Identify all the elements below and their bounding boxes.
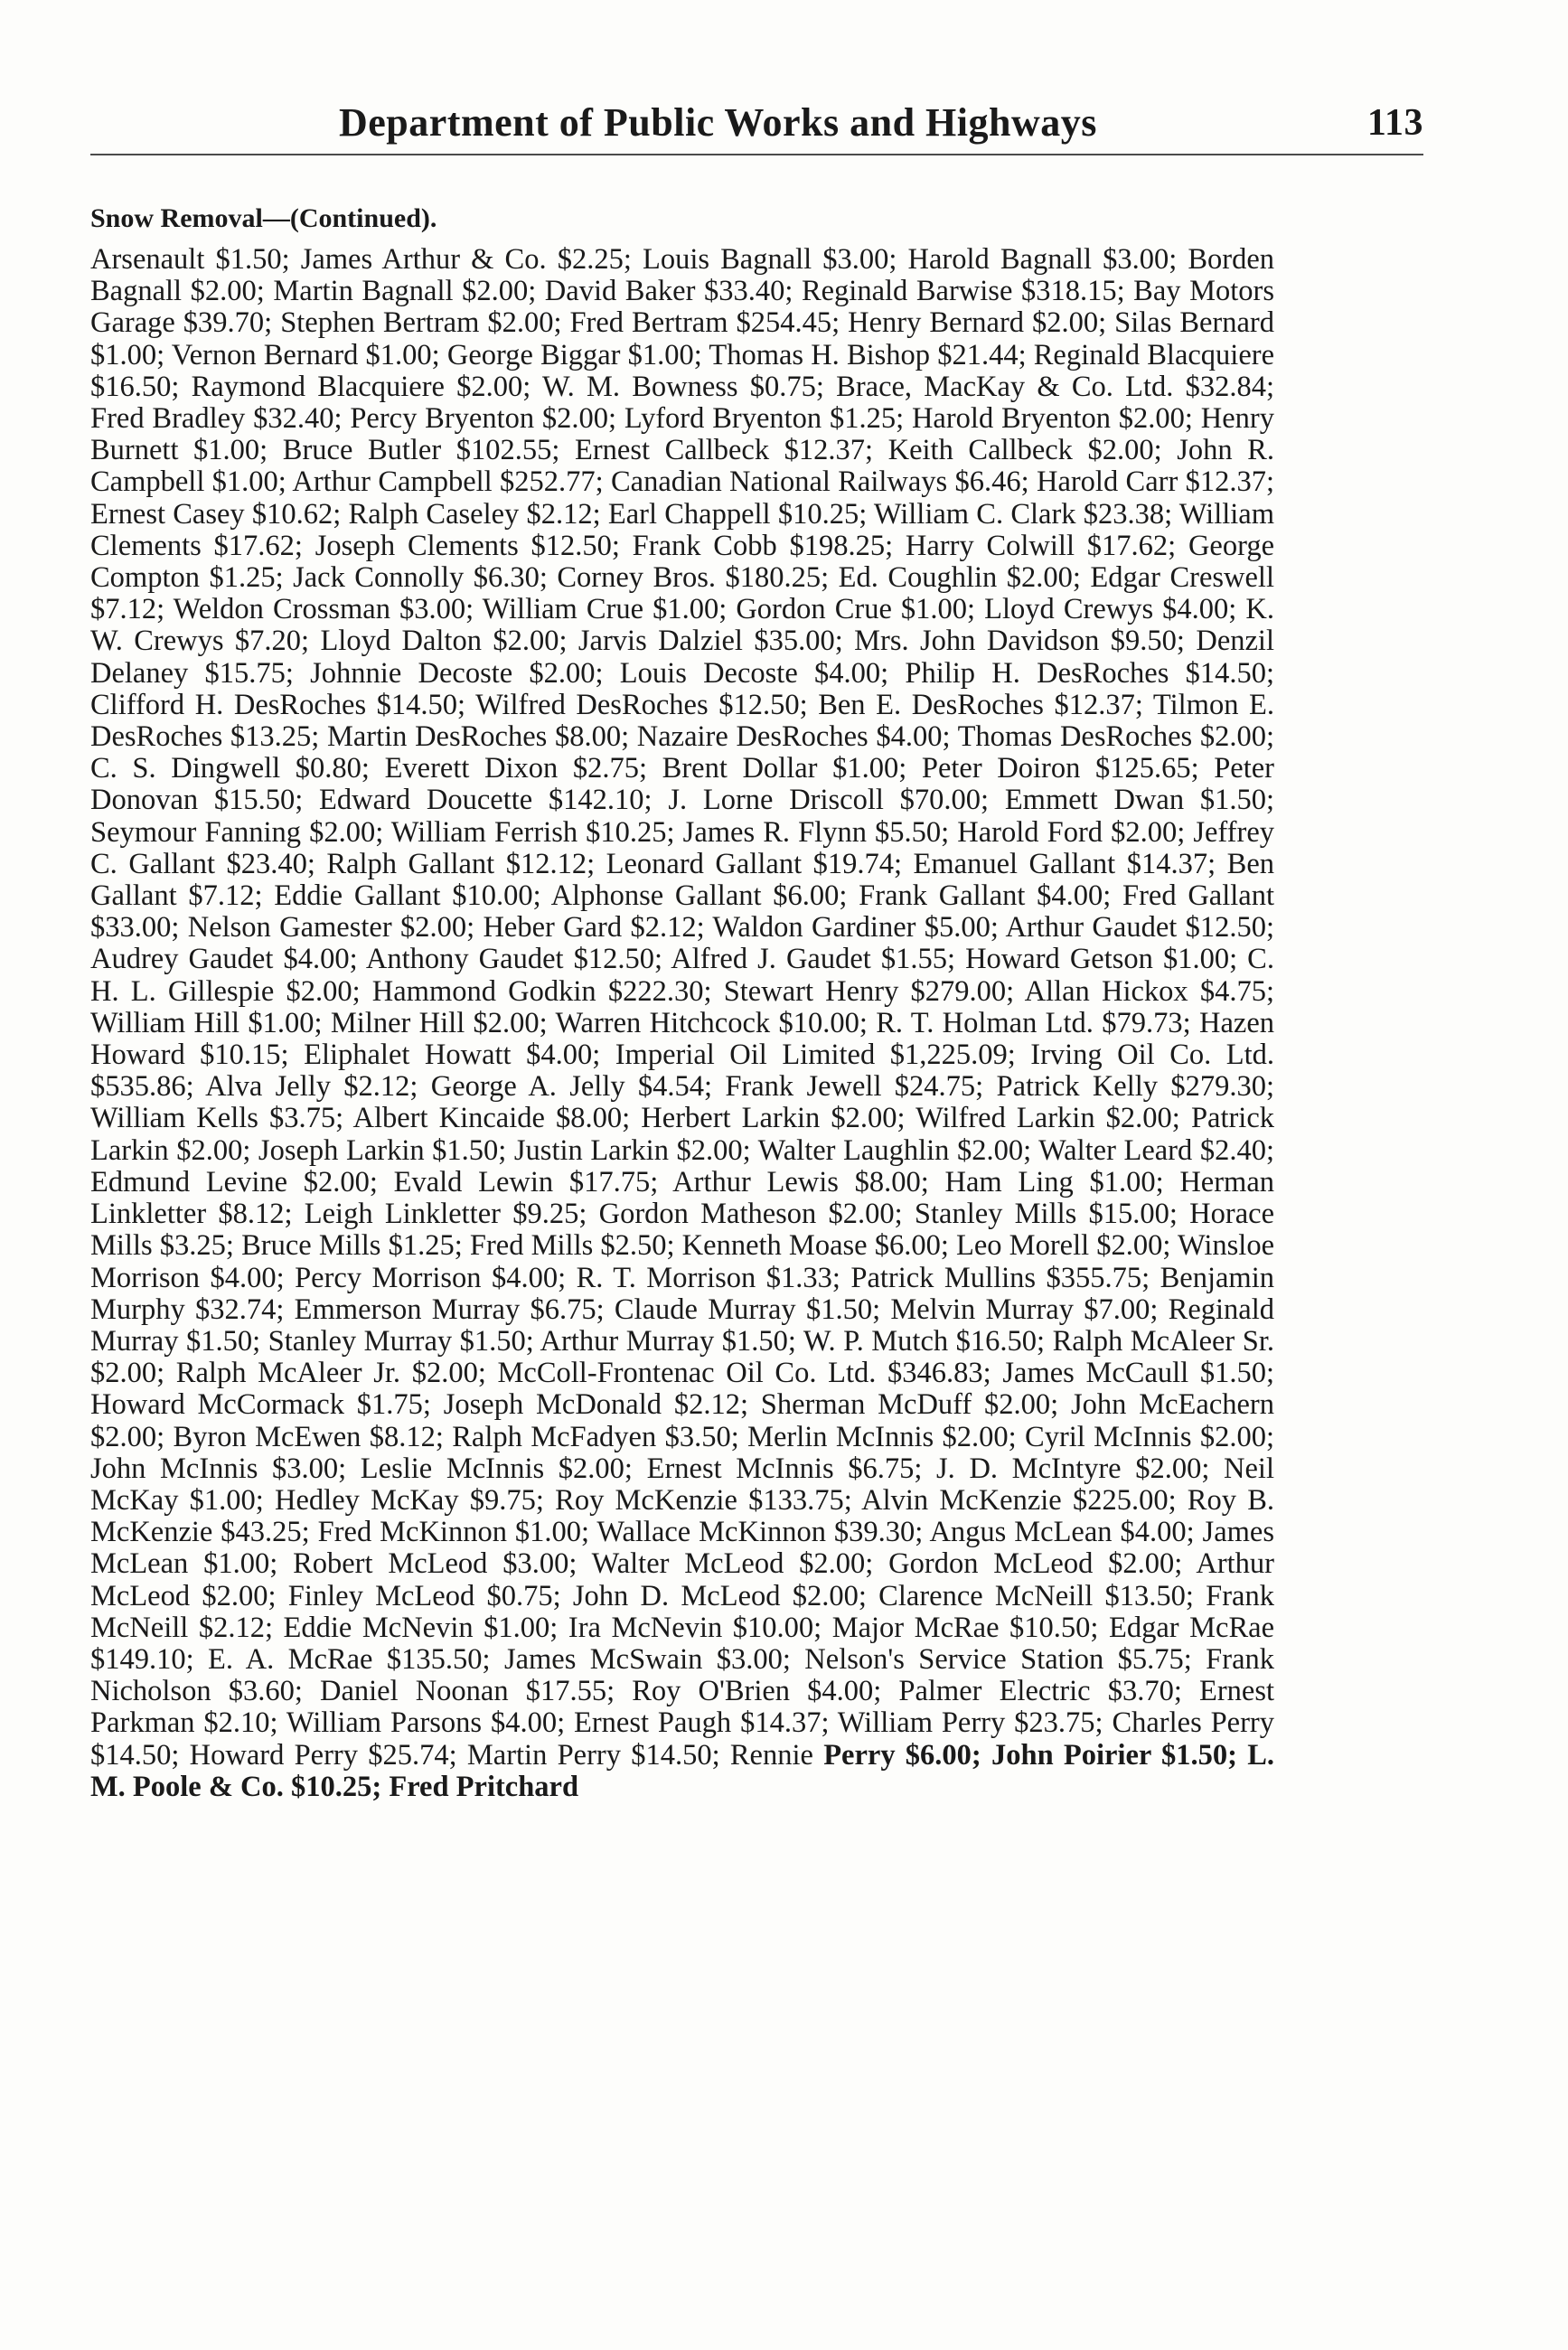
- expenditure-list-last-line: Perry $6.00; John Poirier $1.50; L. M. Poole & Co. $10.25; Fred Pritchard: [90, 1738, 1274, 1803]
- running-header: [339, 90, 1423, 155]
- body-text: [90, 244, 1274, 2205]
- expenditure-list: Arsenault $1.50; James Arthur & Co. $2.25; Louis Bagnall $3.00; Harold Bagnall $3.00; Borden Bagnall $2.00; Martin Bagnall $2.00; David Baker $33.40; Reginald Barwise $318.15; Bay Motors Garage $39.70; Stephen Bertram $2.00; Fred Bertram $254.45; Henry Bernard $2.00; Silas Bernard $1.00; Vernon Bernard $1.00; George Biggar $1.00; Thomas H. Bishop $21.44; Reginald Blacquiere $16.50; Raymond Blacquiere $2.00; W. M. Bowness $0.75; Brace, MacKay & Co. Ltd. $32.84; Fred Bradley $32.40; Percy Bryenton $2.00; Lyford Bryenton $1.25; Harold Bryenton $2.00; Henry Burnett $1.00; Bruce Butler $102.55; Ernest Callbeck $12.37; Keith Callbeck $2.00; John R. Campbell $1.00; Arthur Campbell $252.77; Canadian National Railways $6.46; Harold Carr $12.37; Ernest Casey $10.62; Ralph Caseley $2.12; Earl Chappell $10.25; William C. Clark $23.38; William Clements $17.62; Joseph Clements $12.50; Frank Cobb $198.25; Harry Colwill $17.62; George Compton $1.25; Jack Connolly $6.30; Corney Bros. $180.25; Ed. Coughlin $2.00; Edgar Creswell $7.12; Weldon Crossman $3.00; William Crue $1.00; Gordon Crue $1.00; Lloyd Crewys $4.00; K. W. Crewys $7.20; Lloyd Dalton $2.00; Jarvis Dalziel $35.00; Mrs. John Davidson $9.50; Denzil Delaney $15.75; Johnnie Decoste $2.00; Louis Decoste $4.00; Philip H. DesRoches $14.50; Clifford H. DesRoches $14.50; Wilfred DesRoches $12.50; Ben E. DesRoches $12.37; Tilmon E. DesRoches $13.25; Martin DesRoches $8.00; Nazaire DesRoches $4.00; Thomas DesRoches $2.00; C. S. Dingwell $0.80; Everett Dixon $2.75; Brent Dollar $1.00; Peter Doiron $125.65; Peter Donovan $15.50; Edward Doucette $142.10; J. Lorne Driscoll $70.00; Emmett Dwan $1.50; Seymour Fanning $2.00; William Ferrish $10.25; James R. Flynn $5.50; Harold Ford $2.00; Jeffrey C. Gallant $23.40; Ralph Gallant $12.12; Leonard Gallant $19.74; Emanuel Gallant $14.37; Ben Gallant $7.12; Eddie Gallant $10.00; Alphonse Gallant $6.00; Frank Gallant $4.00; Fred Gallant $33.00; Nelson Gamester $2.00; Heber Gard $2.12; Waldon Gardiner $5.00; Arthur Gaudet $12.50; Audrey Gaudet $4.00; Anthony Gaudet $12.50; Alfred J. Gaudet $1.55; Howard Getson $1.00; C. H. L. Gillespie $2.00; Hammond Godkin $222.30; Stewart Henry $279.00; Allan Hickox $4.75; William Hill $1.00; Milner Hill $2.00; Warren Hitchcock $10.00; R. T. Holman Ltd. $79.73; Hazen Howard $10.15; Eliphalet Howatt $4.00; Imperial Oil Limited $1,225.09; Irving Oil Co. Ltd. $535.86; Alva Jelly $2.12; George A. Jelly $4.54; Frank Jewell $24.75; Patrick Kelly $279.30; William Kells $3.75; Albert Kincaide $8.00; Herbert Larkin $2.00; Wilfred Larkin $2.00; Patrick Larkin $2.00; Joseph Larkin $1.50; Justin Larkin $2.00; Walter Laughlin $2.00; Walter Leard $2.40; Edmund Levine $2.00; Evald Lewin $17.75; Arthur Lewis $8.00; Ham Ling $1.00; Herman Linkletter $8.12; Leigh Linkletter $9.25; Gordon Matheson $2.00; Stanley Mills $15.00; Horace Mills $3.25; Bruce Mills $1.25; Fred Mills $2.50; Kenneth Moase $6.00; Leo Morell $2.00; Winsloe Morrison $4.00; Percy Morrison $4.00; R. T. Morrison $1.33; Patrick Mullins $355.75; Benjamin Murphy $32.74; Emmerson Murray $6.75; Claude Murray $1.50; Melvin Murray $7.00; Reginald Murray $1.50; Stanley Murray $1.50; Arthur Murray $1.50; W. P. Mutch $16.50; Ralph McAleer Sr. $2.00; Ralph McAleer Jr. $2.00; McColl-Frontenac Oil Co. Ltd. $346.83; James McCaull $1.50; Howard McCormack $1.75; Joseph McDonald $2.12; Sherman McDuff $2.00; John McEachern $2.00; Byron McEwen $8.12; Ralph McFadyen $3.50; Merlin McInnis $2.00; Cyril McInnis $2.00; John McInnis $3.00; Leslie McInnis $2.00; Ernest McInnis $6.75; J. D. McIntyre $2.00; Neil McKay $1.00; Hedley McKay $9.75; Roy McKenzie $133.75; Alvin McKenzie $225.00; Roy B. McKenzie $43.25; Fred McKinnon $1.00; Wallace McKinnon $39.30; Angus McLean $4.00; James McLean $1.00; Robert McLeod $3.00; Walter McLeod $2.00; Gordon McLeod $2.00; Arthur McLeod $2.00; Finley McLeod $0.75; John D. McLeod $2.00; Clarence McNeill $13.50; Frank McNeill $2.12; Eddie McNevin $1.00; Ira McNevin $10.00; Major McRae $10.50; Edgar McRae $149.10; E. A. McRae $135.50; James McSwain $3.00; Nelson's Service Station $5.75; Frank Nicholson $3.60; Daniel Noonan $17.55; Roy O'Brien $4.00; Palmer Electric $3.70; Ernest Parkman $2.10; William Parsons $4.00; Ernest Paugh $14.37; William Perry $23.75; Charles Perry $14.50; Howard Perry $25.74; Martin Perry $14.50; Rennie: [90, 244, 1274, 1772]
- section-heading: Snow Removal—(Continued).: [90, 203, 437, 233]
- page-title: Department of Public Works and Highways: [339, 100, 1097, 145]
- header-rule: [90, 154, 1423, 155]
- page-number: 113: [1366, 102, 1423, 144]
- expenditure-paragraph: [90, 244, 1274, 1803]
